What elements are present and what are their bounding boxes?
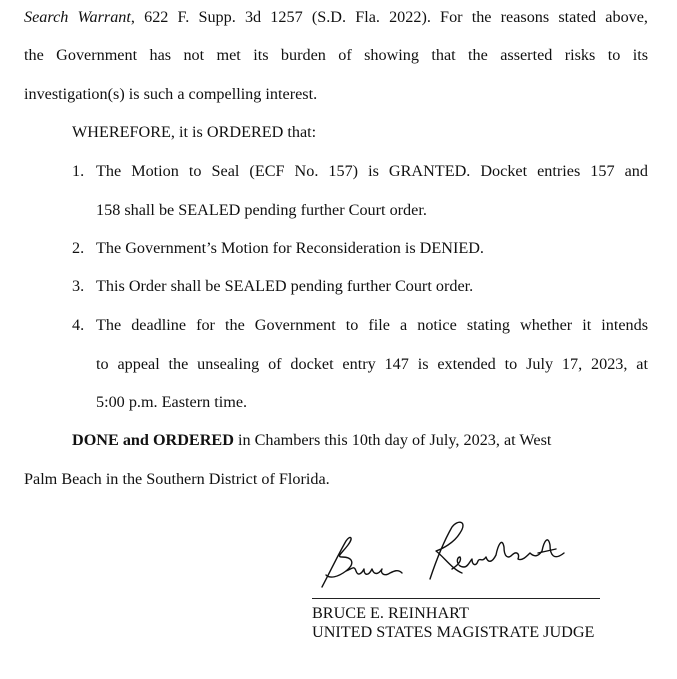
item-text: 158 shall be SEALED pending further Court order. <box>96 201 427 219</box>
item-number: 3. <box>72 277 85 295</box>
signature-line <box>312 598 600 599</box>
done-ordered-bold: DONE and ORDERED <box>72 431 234 449</box>
paragraph-line <box>24 7 648 27</box>
citation-rest: , 622 F. Supp. 3d 1257 (S.D. Fla. 2022). For the reasons stated above, <box>130 8 648 26</box>
signer-title: UNITED STATES MAGISTRATE JUDGE <box>312 623 595 641</box>
done-ordered-line-2: Palm Beach in the Southern District of Florida. <box>24 470 330 488</box>
wherefore-clause: WHEREFORE, it is ORDERED that: <box>72 123 317 141</box>
item-text: The deadline for the Government to file a notice stating whether it intends <box>96 316 648 334</box>
item-text: The Government’s Motion for Reconsideration is DENIED. <box>96 239 484 257</box>
item-text: The Motion to Seal (ECF No. 157) is GRANTED. Docket entries 157 and <box>96 162 648 180</box>
item-number: 4. <box>72 316 85 334</box>
paragraph-line: the Government has not met its burden of showing that the asserted risks to its <box>24 46 648 64</box>
done-ordered-rest: in Chambers this 10th day of July, 2023, at West <box>233 431 552 449</box>
item-number: 2. <box>72 239 85 257</box>
done-ordered-line <box>72 430 551 450</box>
signer-name: BRUCE E. REINHART <box>312 604 469 622</box>
case-citation-italic: Search Warrant <box>24 8 131 26</box>
item-text: to appeal the unsealing of docket entry 147 is extended to July 17, 2023, at <box>96 355 648 373</box>
handwritten-signature <box>312 517 572 597</box>
paragraph-line: investigation(s) is such a compelling interest. <box>24 85 318 103</box>
item-number: 1. <box>72 162 85 180</box>
item-text: 5:00 p.m. Eastern time. <box>96 393 248 411</box>
item-text: This Order shall be SEALED pending further Court order. <box>96 277 474 295</box>
